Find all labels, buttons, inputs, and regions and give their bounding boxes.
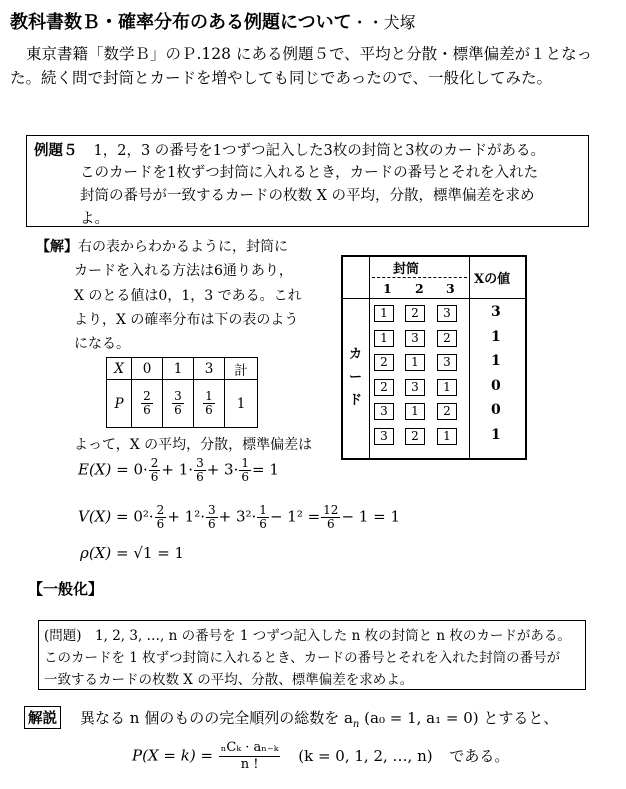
perm-x-value: 1 [491, 426, 501, 443]
perm-card-box: 1 [437, 379, 457, 396]
perm-x-value: 1 [491, 353, 501, 369]
perm-card-box: 1 [405, 403, 425, 420]
kaisetsu-label: 解説 [24, 706, 61, 729]
example-line-3: 封筒の番号が一致するカードの枚数 X の平均，分散，標準偏差を求め [80, 188, 535, 204]
solution-line-1: 【解】右の表からわかるように，封筒に [36, 239, 288, 255]
perm-card-box: 2 [374, 354, 394, 371]
solution-line-5: になる。 [74, 336, 130, 352]
intro-text: 東京書籍「数学Ｂ」のＰ.128 にある例題５で、平均と分散・標準偏差が１となった。続く問で封筒とカードを増やしても同じであったので、一般化してみた。 [10, 45, 593, 87]
perm-env-num-3: 3 [446, 281, 455, 296]
perm-card-box: 3 [405, 379, 425, 396]
dist-prob-0: $\frac{2}{6}$ [132, 380, 163, 428]
perm-env-num-2: 2 [415, 281, 424, 296]
example-line-4: よ。 [80, 211, 109, 227]
formula-mean: E(X) = 0· $\frac{2}{6}$ + 1· $\frac{3}{6}$ + 3· $\frac{1}{6}$ = 1 [78, 456, 279, 484]
solution-after-table: よって，X の平均，分散，標準偏差は [74, 437, 313, 453]
perm-card-label-2: ー [349, 370, 363, 385]
author: ・・犬塚 [351, 13, 416, 32]
perm-card-box: 1 [405, 354, 425, 371]
problem-line-2: このカードを 1 枚ずつ封筒に入れるとき、カードの番号とそれを入れた封筒の番号が [44, 650, 561, 666]
perm-card-box: 3 [374, 403, 394, 420]
dist-prob-1: $\frac{3}{6}$ [163, 380, 194, 428]
dist-prob-3: $\frac{1}{6}$ [194, 380, 225, 428]
perm-card-box: 3 [437, 305, 457, 322]
page-title [10, 8, 416, 34]
perm-x-value: 1 [491, 328, 501, 345]
distribution-table [106, 357, 258, 428]
solution-line-3: X のとる値は0，1，3 である。これ [74, 288, 302, 304]
perm-x-value: 3 [491, 304, 501, 320]
perm-x-header: Xの値 [474, 272, 511, 287]
perm-card-box: 3 [374, 428, 394, 445]
perm-divider-right [469, 256, 470, 459]
formula-sd: ρ(X) = √1 = 1 [80, 544, 185, 562]
perm-card-box: 2 [405, 428, 425, 445]
perm-x-value: 0 [491, 402, 501, 418]
generalization-heading: 【一般化】 [28, 580, 104, 598]
problem-line-1: (問題) 1, 2, 3, …, n の番号を 1 つずつ記入した n 枚の封筒と n 枚のカードがある。 [44, 628, 571, 644]
perm-card-box: 2 [405, 305, 425, 322]
perm-card-box: 1 [374, 330, 394, 347]
title-text: 教科書数Ｂ・確率分布のある例題について [10, 12, 352, 33]
dist-header-x: X [107, 358, 132, 380]
perm-card-box: 1 [374, 305, 394, 322]
perm-card-label-3: ド [349, 393, 363, 408]
formula-variance: V(X) = 0²· $\frac{2}{6}$ + 1²· $\frac{3}{6}$ + 3²· $\frac{1}{6}$ − 1² = $\frac{12}{6}$ − 1 = 1 [78, 503, 400, 531]
dist-header-3: 3 [194, 358, 225, 380]
perm-header-divider [342, 298, 526, 299]
kaisetsu-text: 異なる n 個のものの完全順列の総数を $a_n$ (a₀ = 1, a₁ = 0) とすると、 [80, 709, 559, 730]
perm-card-box: 3 [405, 330, 425, 347]
perm-card-box: 3 [437, 354, 457, 371]
perm-card-box: 2 [437, 403, 457, 420]
example-line-1: 例題５ 1，2，3 の番号を1つずつ記入した3枚の封筒と3枚のカードがある。 [34, 143, 545, 159]
perm-card-label-1: カ [349, 347, 363, 362]
problem-line-3: 一致するカードの枚数 X の平均、分散、標準偏差を求めよ。 [44, 672, 414, 688]
perm-card-box: 2 [374, 379, 394, 396]
example-line-2: このカードを1枚ずつ封筒に入れるとき，カードの番号とそれを入れた [80, 165, 539, 181]
perm-card-box: 2 [437, 330, 457, 347]
perm-divider-left [369, 256, 370, 459]
dist-header-1: 1 [163, 358, 194, 380]
example-label: 例題５ [34, 143, 78, 159]
perm-envelope-dash [372, 277, 467, 278]
perm-card-box: 1 [437, 428, 457, 445]
perm-env-num-1: 1 [383, 281, 392, 296]
dist-p-label: P [107, 380, 132, 428]
dist-header-0: 0 [132, 358, 163, 380]
solution-line-2: カードを入れる方法は6通りあり， [74, 263, 293, 279]
dist-header-total: 計 [225, 358, 258, 380]
formula-probability: P(X = k) = $\frac{\text{ₙCₖ · aₙ₋ₖ}}{n !}$ (k = 0, 1, 2, …, n) である。 [132, 740, 510, 772]
solution-label: 【解】 [36, 239, 78, 255]
solution-line-4: より，X の確率分布は下の表のよう [74, 312, 299, 328]
perm-x-value: 0 [491, 377, 501, 394]
perm-envelope-header: 封筒 [393, 262, 420, 277]
intro-paragraph [10, 42, 610, 90]
dist-total: 1 [225, 380, 258, 428]
